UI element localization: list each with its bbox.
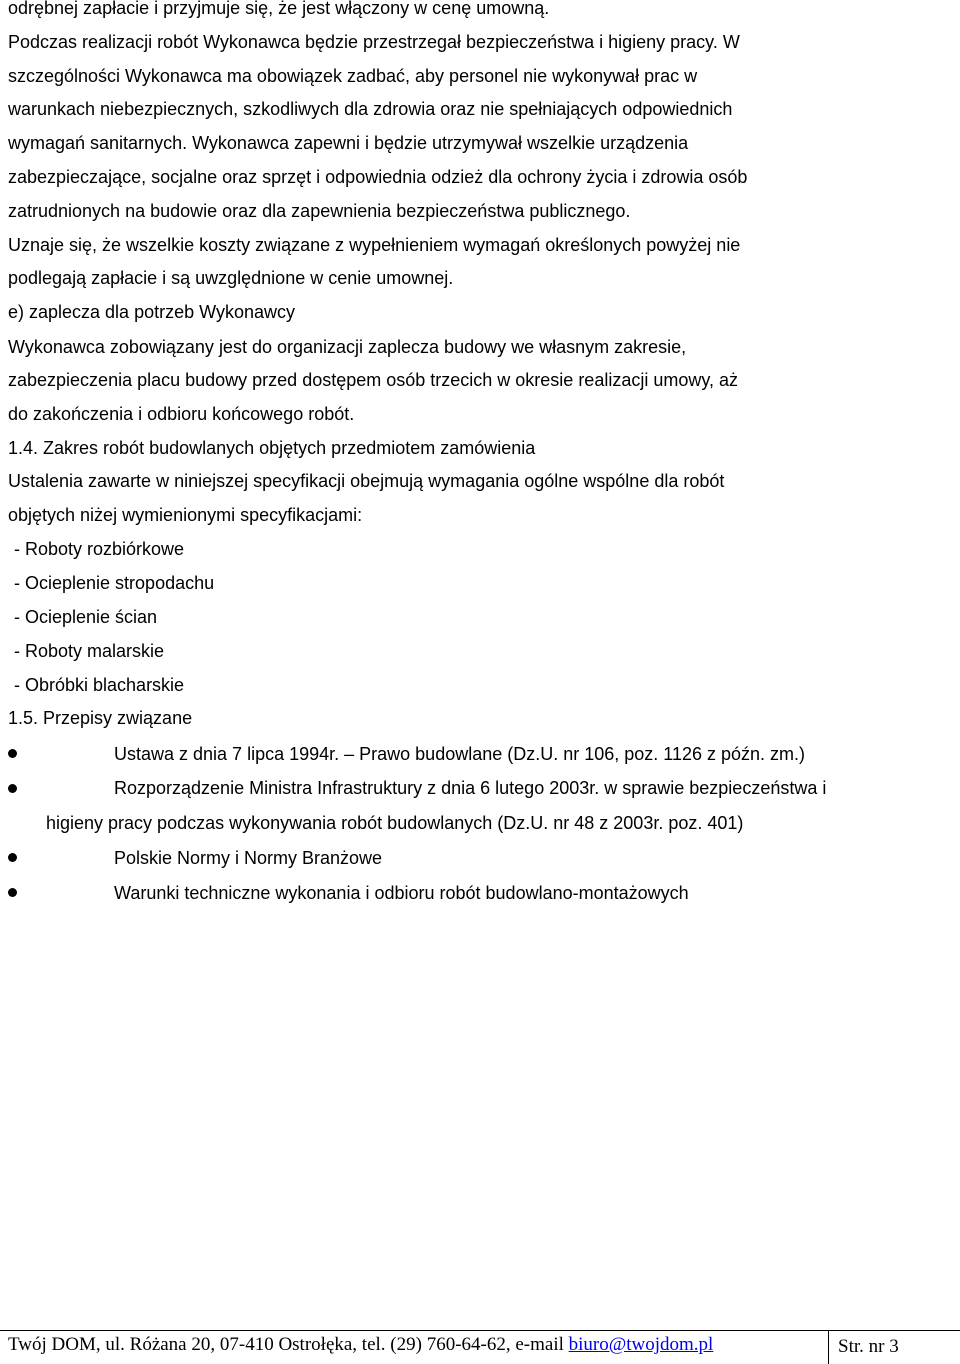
- spec-list-item: - Ocieplenie ścian: [14, 607, 158, 627]
- body-line: zabezpieczenia placu budowy przed dostępem osób trzecich w okresie realizacji umowy, aż: [8, 370, 739, 390]
- bullet-icon: [8, 784, 17, 793]
- regulation-item-continuation: higieny pracy podczas wykonywania robót budowlanych (Dz.U. nr 48 z 2003r. poz. 401): [46, 813, 744, 833]
- page-number: Str. nr 3: [838, 1336, 899, 1357]
- regulation-item: Ustawa z dnia 7 lipca 1994r. – Prawo budowlane (Dz.U. nr 106, poz. 1126 z późn. zm.): [114, 744, 806, 764]
- section-intro-line: Ustalenia zawarte w niniejszej specyfikacji obejmują wymagania ogólne wspólne dla robót: [8, 471, 725, 491]
- body-line: szczególności Wykonawca ma obowiązek zadbać, aby personel nie wykonywał prac w: [8, 66, 698, 86]
- footer-address: [8, 1334, 713, 1356]
- spec-list-item: - Ocieplenie stropodachu: [14, 573, 215, 593]
- regulation-item: Polskie Normy i Normy Branżowe: [114, 848, 383, 868]
- body-line: zabezpieczające, socjalne oraz sprzęt i odpowiednia odzież dla ochrony życia i zdrowia osób: [8, 167, 748, 187]
- footer-email-link[interactable]: biuro@twojdom.pl: [568, 1334, 714, 1355]
- bullet-icon: [8, 888, 17, 897]
- body-line: Wykonawca zobowiązany jest do organizacji zaplecza budowy we własnym zakresie,: [8, 337, 687, 357]
- section-intro-line: objętych niżej wymienionymi specyfikacjami:: [8, 505, 363, 525]
- regulation-item: Warunki techniczne wykonania i odbioru robót budowlano-montażowych: [114, 883, 689, 903]
- body-line: Uznaje się, że wszelkie koszty związane z wypełnieniem wymagań określonych powyżej nie: [8, 235, 741, 255]
- body-line: Podczas realizacji robót Wykonawca będzie przestrzegał bezpieczeństwa i higieny pracy. W: [8, 32, 740, 52]
- body-line: wymagań sanitarnych. Wykonawca zapewni i będzie utrzymywał wszelkie urządzenia: [8, 133, 689, 153]
- body-line: zatrudnionych na budowie oraz dla zapewnienia bezpieczeństwa publicznego.: [8, 201, 631, 221]
- section-heading-1-4: 1.4. Zakres robót budowlanych objętych przedmiotem zamówienia: [8, 438, 536, 458]
- subheading-zaplecza: e) zaplecza dla potrzeb Wykonawcy: [8, 302, 295, 322]
- regulation-item: Rozporządzenie Ministra Infrastruktury z dnia 6 lutego 2003r. w sprawie bezpieczeństwa i: [114, 778, 827, 798]
- spec-list-item: - Roboty rozbiórkowe: [14, 539, 185, 559]
- bullet-icon: [8, 853, 17, 862]
- body-line: odrębnej zapłacie i przyjmuje się, że jest włączony w cenę umowną.: [8, 0, 550, 18]
- footer-divider: [0, 1330, 960, 1331]
- bullet-icon: [8, 749, 17, 758]
- spec-list-item: - Obróbki blacharskie: [14, 675, 185, 695]
- body-line: warunkach niebezpiecznych, szkodliwych dla zdrowia oraz nie spełniających odpowiednich: [8, 99, 733, 119]
- section-heading-1-5: 1.5. Przepisy związane: [8, 708, 193, 728]
- body-line: do zakończenia i odbioru końcowego robót.: [8, 404, 355, 424]
- footer-address-text: Twój DOM, ul. Różana 20, 07-410 Ostrołęka, tel. (29) 760-64-62, e-mail: [8, 1334, 569, 1355]
- footer-separator: [828, 1331, 829, 1364]
- spec-list-item: - Roboty malarskie: [14, 641, 165, 661]
- body-line: podlegają zapłacie i są uwzględnione w cenie umownej.: [8, 268, 454, 288]
